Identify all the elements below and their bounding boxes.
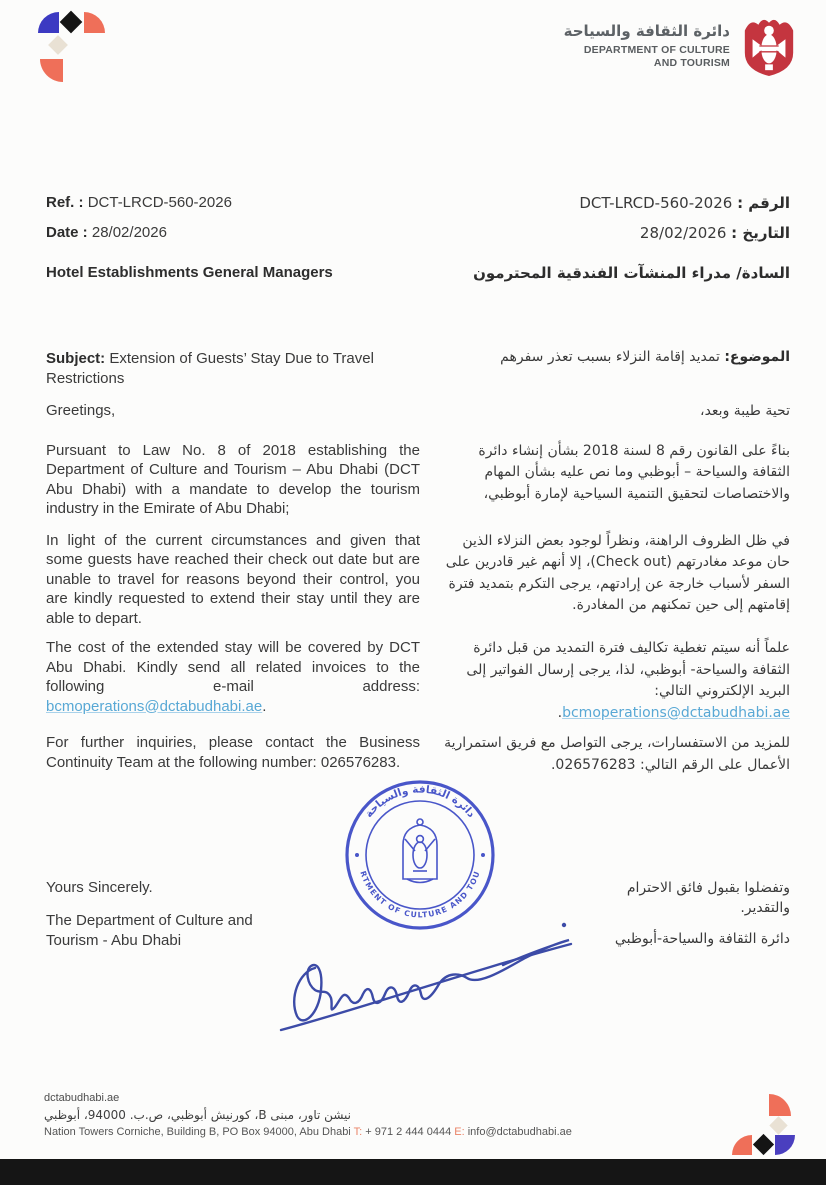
quarter-circle-coral-icon bbox=[84, 12, 105, 33]
diamond-black-icon bbox=[60, 11, 83, 34]
subject-label-ar: الموضوع: bbox=[724, 349, 790, 365]
invoice-email-link-ar[interactable]: bcmoperations@dctabudhabi.ae bbox=[562, 704, 790, 721]
footer-tel-label: T: bbox=[353, 1126, 363, 1138]
ref-value-ar: DCT-LRCD-560-2026 bbox=[579, 194, 733, 212]
footer-address-en bbox=[44, 1126, 664, 1138]
footer-address-text: Nation Towers Corniche, Building B, PO Box 94000, Abu Dhabi bbox=[44, 1126, 351, 1138]
greeting-en: Greetings, bbox=[46, 402, 116, 419]
date-line-ar bbox=[579, 218, 790, 248]
seal-falcon-emblem-icon bbox=[403, 819, 437, 883]
logo-english-line2: AND TOURISM bbox=[653, 57, 730, 69]
svg-text:دائرة الثقافة والسياحة bbox=[363, 784, 478, 821]
footer-website: dctabudhabi.ae bbox=[44, 1092, 120, 1104]
reference-en bbox=[46, 188, 232, 248]
dct-brandmark-bottom-right-icon bbox=[732, 1094, 796, 1156]
footer-email-label: E: bbox=[454, 1126, 465, 1138]
ref-label-ar: الرقم : bbox=[737, 194, 790, 212]
ref-line-ar bbox=[579, 188, 790, 218]
paragraph-4-row bbox=[46, 733, 790, 776]
paragraph-4-en: For further inquiries, please contact the Business Continuity Team at the following number: 026576283. bbox=[46, 734, 420, 771]
subject-en bbox=[46, 349, 426, 389]
handwritten-signature bbox=[263, 918, 583, 1043]
subject-text-ar: تمديد إقامة النزلاء بسبب تعذر سفرهم bbox=[500, 349, 720, 365]
footer-address-ar: نيشن تاور، مبنى B، كورنيش أبوظبي، ص.ب. 94000، أبوظبي bbox=[44, 1108, 351, 1122]
paragraph-1-ar: بناءً على القانون رقم 8 لسنة 2018 بشأن إنشاء دائرة الثقافة والسياحة – أبوظبي وما نص عليه بشأن المهام والاختصاصات لتحقيق التنمية السياحية لإمارة أبوظبي، bbox=[478, 442, 790, 502]
greeting-row bbox=[46, 401, 790, 423]
paragraph-3-en-period: . bbox=[262, 697, 267, 715]
invoice-email-link-en[interactable]: bcmoperations@dctabudhabi.ae bbox=[46, 697, 263, 715]
bottom-scan-bar bbox=[0, 1159, 826, 1185]
paragraph-2-ar: في ظل الظروف الراهنة، ونظراً لوجود بعض النزلاء الذين حان موعد مغادرتهم (Check out)، إلا أنهم غير قادرين على السفر لأسباب خارجة عن إرادتهم، يرجى التكرم بتمديد فترة إقامتهم إلى حين تمكنهم من المغادرة. bbox=[445, 532, 790, 613]
reference-ar bbox=[579, 188, 790, 248]
date-value-ar: 28/02/2026 bbox=[639, 224, 727, 242]
date-line-en bbox=[46, 218, 232, 248]
recipient-ar: السادة/ مدراء المنشآت الفندقية المحترمون bbox=[473, 264, 790, 282]
subject-label-en: Subject: bbox=[46, 350, 106, 367]
seal-arabic-text: دائرة الثقافة والسياحة bbox=[362, 783, 478, 820]
recipient-en: Hotel Establishments General Managers bbox=[46, 264, 333, 281]
paragraph-2-en: In light of the current circumstances and given that some guests have reached their check out date but are unable to travel for reasons beyond their control, you are kindly requested to extend their stay until they are able to depart. bbox=[46, 531, 420, 627]
ref-line-en bbox=[46, 188, 232, 218]
diamond-beige-icon bbox=[48, 35, 68, 55]
footer-tel-value: + 971 2 444 0444 bbox=[365, 1126, 452, 1138]
reference-block bbox=[46, 188, 790, 248]
closing-salutation-ar: وتفضلوا بقبول فائق الاحترام والتقدير. bbox=[626, 880, 790, 916]
quarter-circle-blue-icon bbox=[38, 12, 59, 33]
date-label-ar: التاريخ : bbox=[731, 224, 790, 242]
subject-ar bbox=[444, 349, 790, 365]
subject-text-en: Extension of Guests’ Stay Due to Travel Restrictions bbox=[46, 350, 374, 387]
paragraph-3-ar bbox=[443, 638, 790, 724]
greeting-ar: تحية طيبة وبعد، bbox=[700, 403, 790, 419]
closing-en bbox=[46, 878, 296, 951]
closing-ar bbox=[585, 878, 790, 949]
paragraph-1-row bbox=[46, 441, 790, 519]
paragraph-4-ar: للمزيد من الاستفسارات، يرجى التواصل مع فريق استمرارية الأعمال على الرقم التالي: 026576283. bbox=[444, 735, 790, 773]
footer-email-value: info@dctabudhabi.ae bbox=[467, 1126, 572, 1138]
date-value: 28/02/2026 bbox=[91, 224, 167, 241]
paragraph-3-en bbox=[46, 638, 420, 716]
letter-body bbox=[46, 401, 790, 776]
ref-label: Ref. bbox=[46, 194, 75, 211]
paragraph-1-en: Pursuant to Law No. 8 of 2018 establishing the Department of Culture and Tourism – Abu Dhabi (DCT Abu Dhabi) with a mandate to develop the tourism industry in the Emirate of Abu Dhabi; bbox=[46, 441, 420, 517]
closing-salutation-en: Yours Sincerely. bbox=[46, 879, 153, 896]
abu-dhabi-emblem-icon bbox=[740, 14, 798, 78]
dct-brandmark-top-left-icon bbox=[38, 10, 108, 86]
letterhead-logo bbox=[564, 14, 798, 78]
paragraph-3-ar-text: علماً أنه سيتم تغطية تكاليف فترة التمديد من قبل دائرة الثقافة والسياحة- أبوظبي، لذا، يرجى إرسال الفواتير إلى البريد الإلكتروني التالي: bbox=[466, 640, 790, 699]
quarter-circle-coral-icon bbox=[732, 1135, 752, 1155]
footer bbox=[44, 1092, 664, 1138]
date-label: Date : bbox=[46, 224, 88, 241]
ref-value: DCT-LRCD-560-2026 bbox=[87, 194, 232, 211]
diamond-black-icon bbox=[753, 1134, 774, 1155]
closing-org-en: The Department of Culture and Tourism - Abu Dhabi bbox=[46, 912, 253, 949]
quarter-circle-indigo-icon bbox=[775, 1135, 795, 1155]
paragraph-3-ar-period: . bbox=[557, 704, 563, 721]
seal-english-text: DEPARTMENT OF CULTURE AND TOURISM bbox=[358, 848, 482, 920]
recipient-row bbox=[46, 264, 790, 282]
diamond-beige-icon bbox=[769, 1116, 787, 1134]
subject-row bbox=[46, 349, 790, 389]
logo-english-line1: DEPARTMENT OF CULTURE bbox=[583, 44, 730, 56]
paragraph-3-en-text: The cost of the extended stay will be covered by DCT Abu Dhabi. Kindly send all related invoices to the following e-mail address: bbox=[46, 639, 420, 695]
closing-org-ar: دائرة الثقافة والسياحة-أبوظبي bbox=[614, 931, 790, 947]
paragraph-2-row bbox=[46, 531, 790, 629]
paragraph-3-row bbox=[46, 638, 790, 724]
quarter-circle-coral-icon bbox=[40, 59, 63, 82]
logo-arabic-name: دائرة الثقافة والسياحة bbox=[563, 22, 730, 40]
ref-colon: : bbox=[78, 194, 84, 211]
quarter-circle-coral-icon bbox=[769, 1094, 791, 1116]
